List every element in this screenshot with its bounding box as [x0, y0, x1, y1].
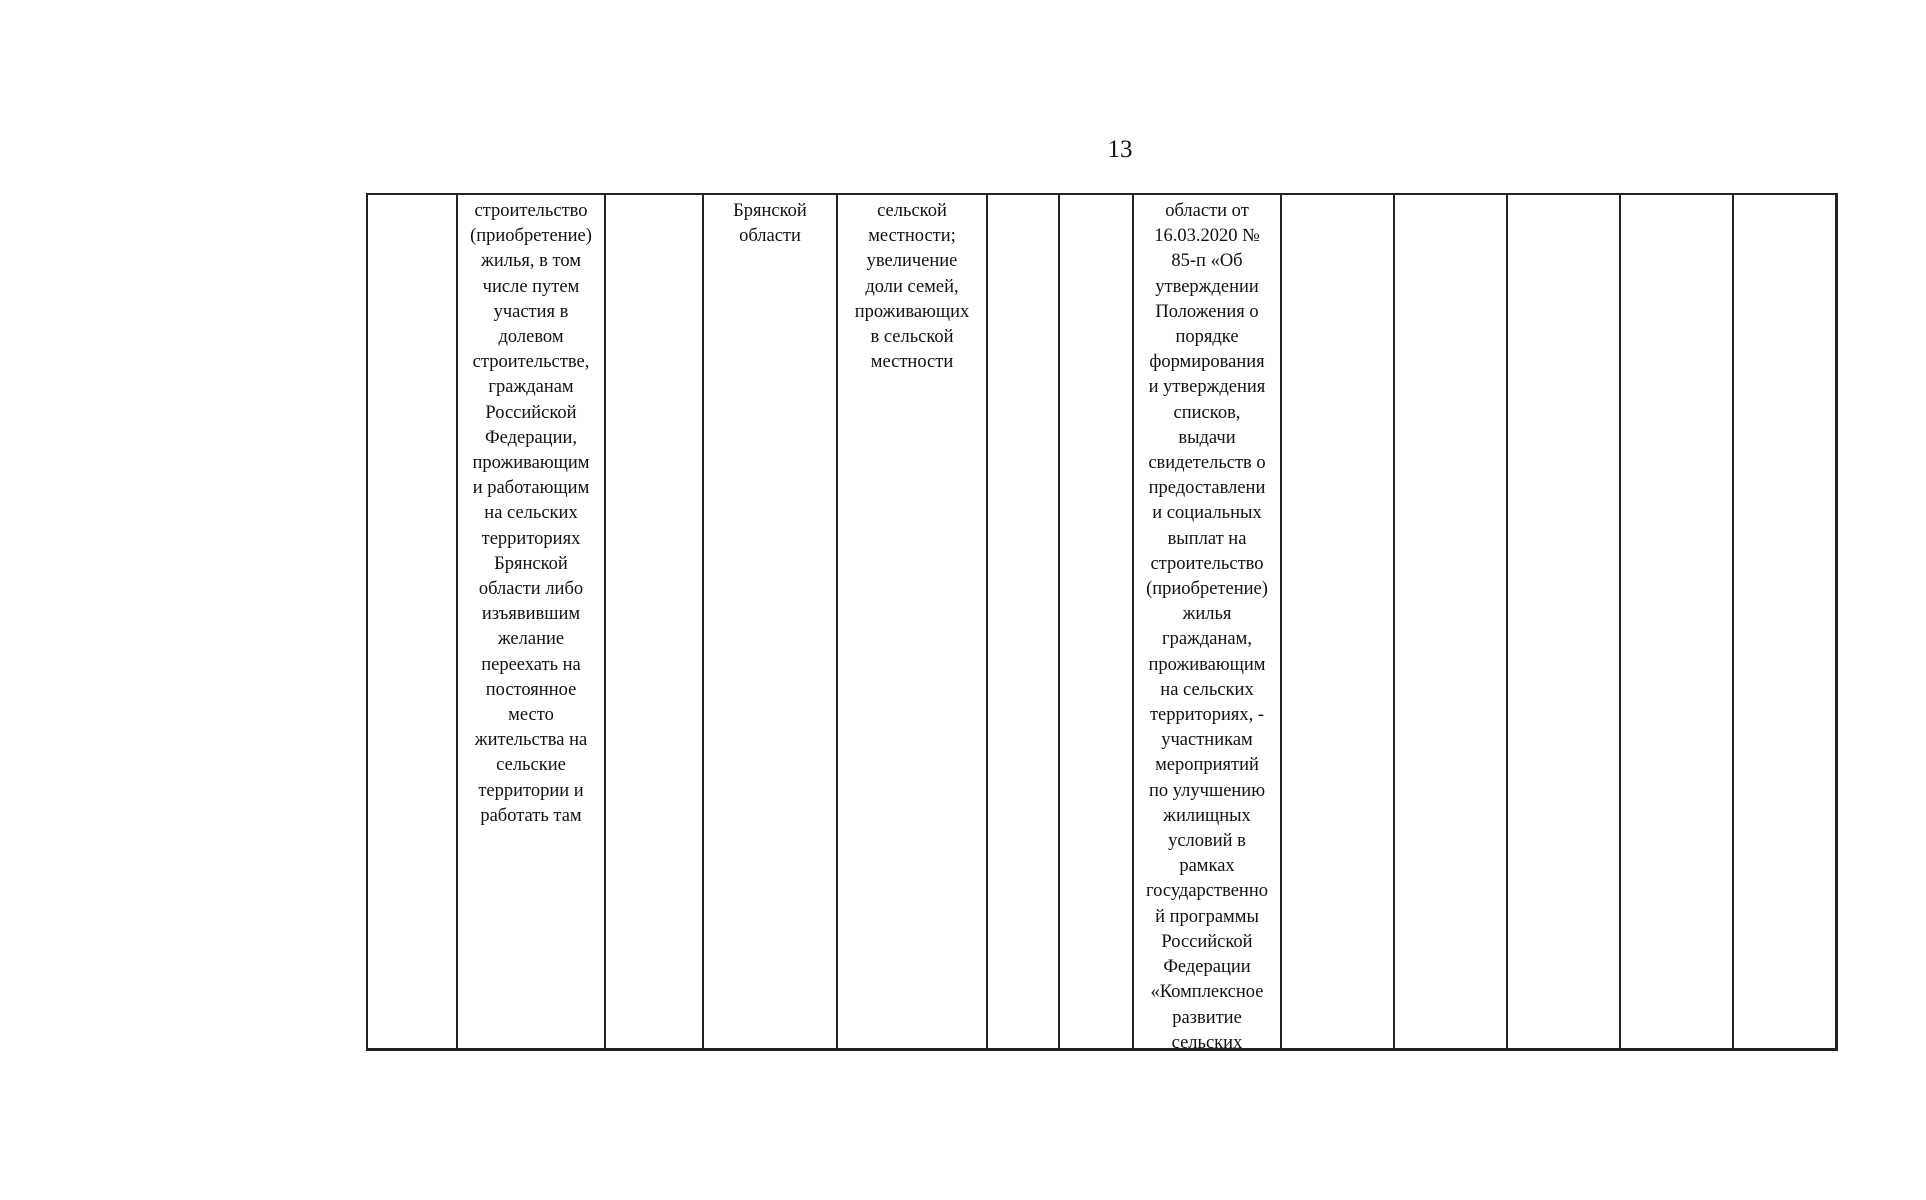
page-number: 13 — [1107, 136, 1133, 163]
table-cell-12 — [1619, 195, 1732, 1048]
table-cell-9 — [1280, 195, 1393, 1048]
table-cell-10 — [1393, 195, 1506, 1048]
table-cell-2: строительство (приобретение) жилья, в том числе путем участия в долевом строительстве, гражданам Российской Федерации, проживающим и работающим на сельских территориях Брянской области либо изъявившим желание переехать на постоянное место жительства на сельские территории и работать там — [456, 195, 604, 1048]
table-cell-3 — [604, 195, 702, 1048]
table-cell-7 — [1058, 195, 1132, 1048]
table-cell-11 — [1506, 195, 1619, 1048]
data-table — [366, 193, 1838, 1051]
table-cell-5: сельской местности; увеличение доли семей, проживающих в сельской местности — [836, 195, 986, 1048]
table-cell-8: области от 16.03.2020 № 85-п «Об утверждении Положения о порядке формирования и утверждения списков, выдачи свидетельств о предоставлени и социальных выплат на строительство (приобретение) жилья гражданам, проживающим на сельских территориях, - участникам мероприятий по улучшению жилищных условий в рамках государственно й программы Российской Федерации «Комплексное развитие сельских — [1132, 195, 1280, 1048]
table-cell-1 — [368, 195, 456, 1048]
table-cell-6 — [986, 195, 1058, 1048]
table-cell-4: Брянской области — [702, 195, 836, 1048]
table-cell-13 — [1732, 195, 1837, 1048]
